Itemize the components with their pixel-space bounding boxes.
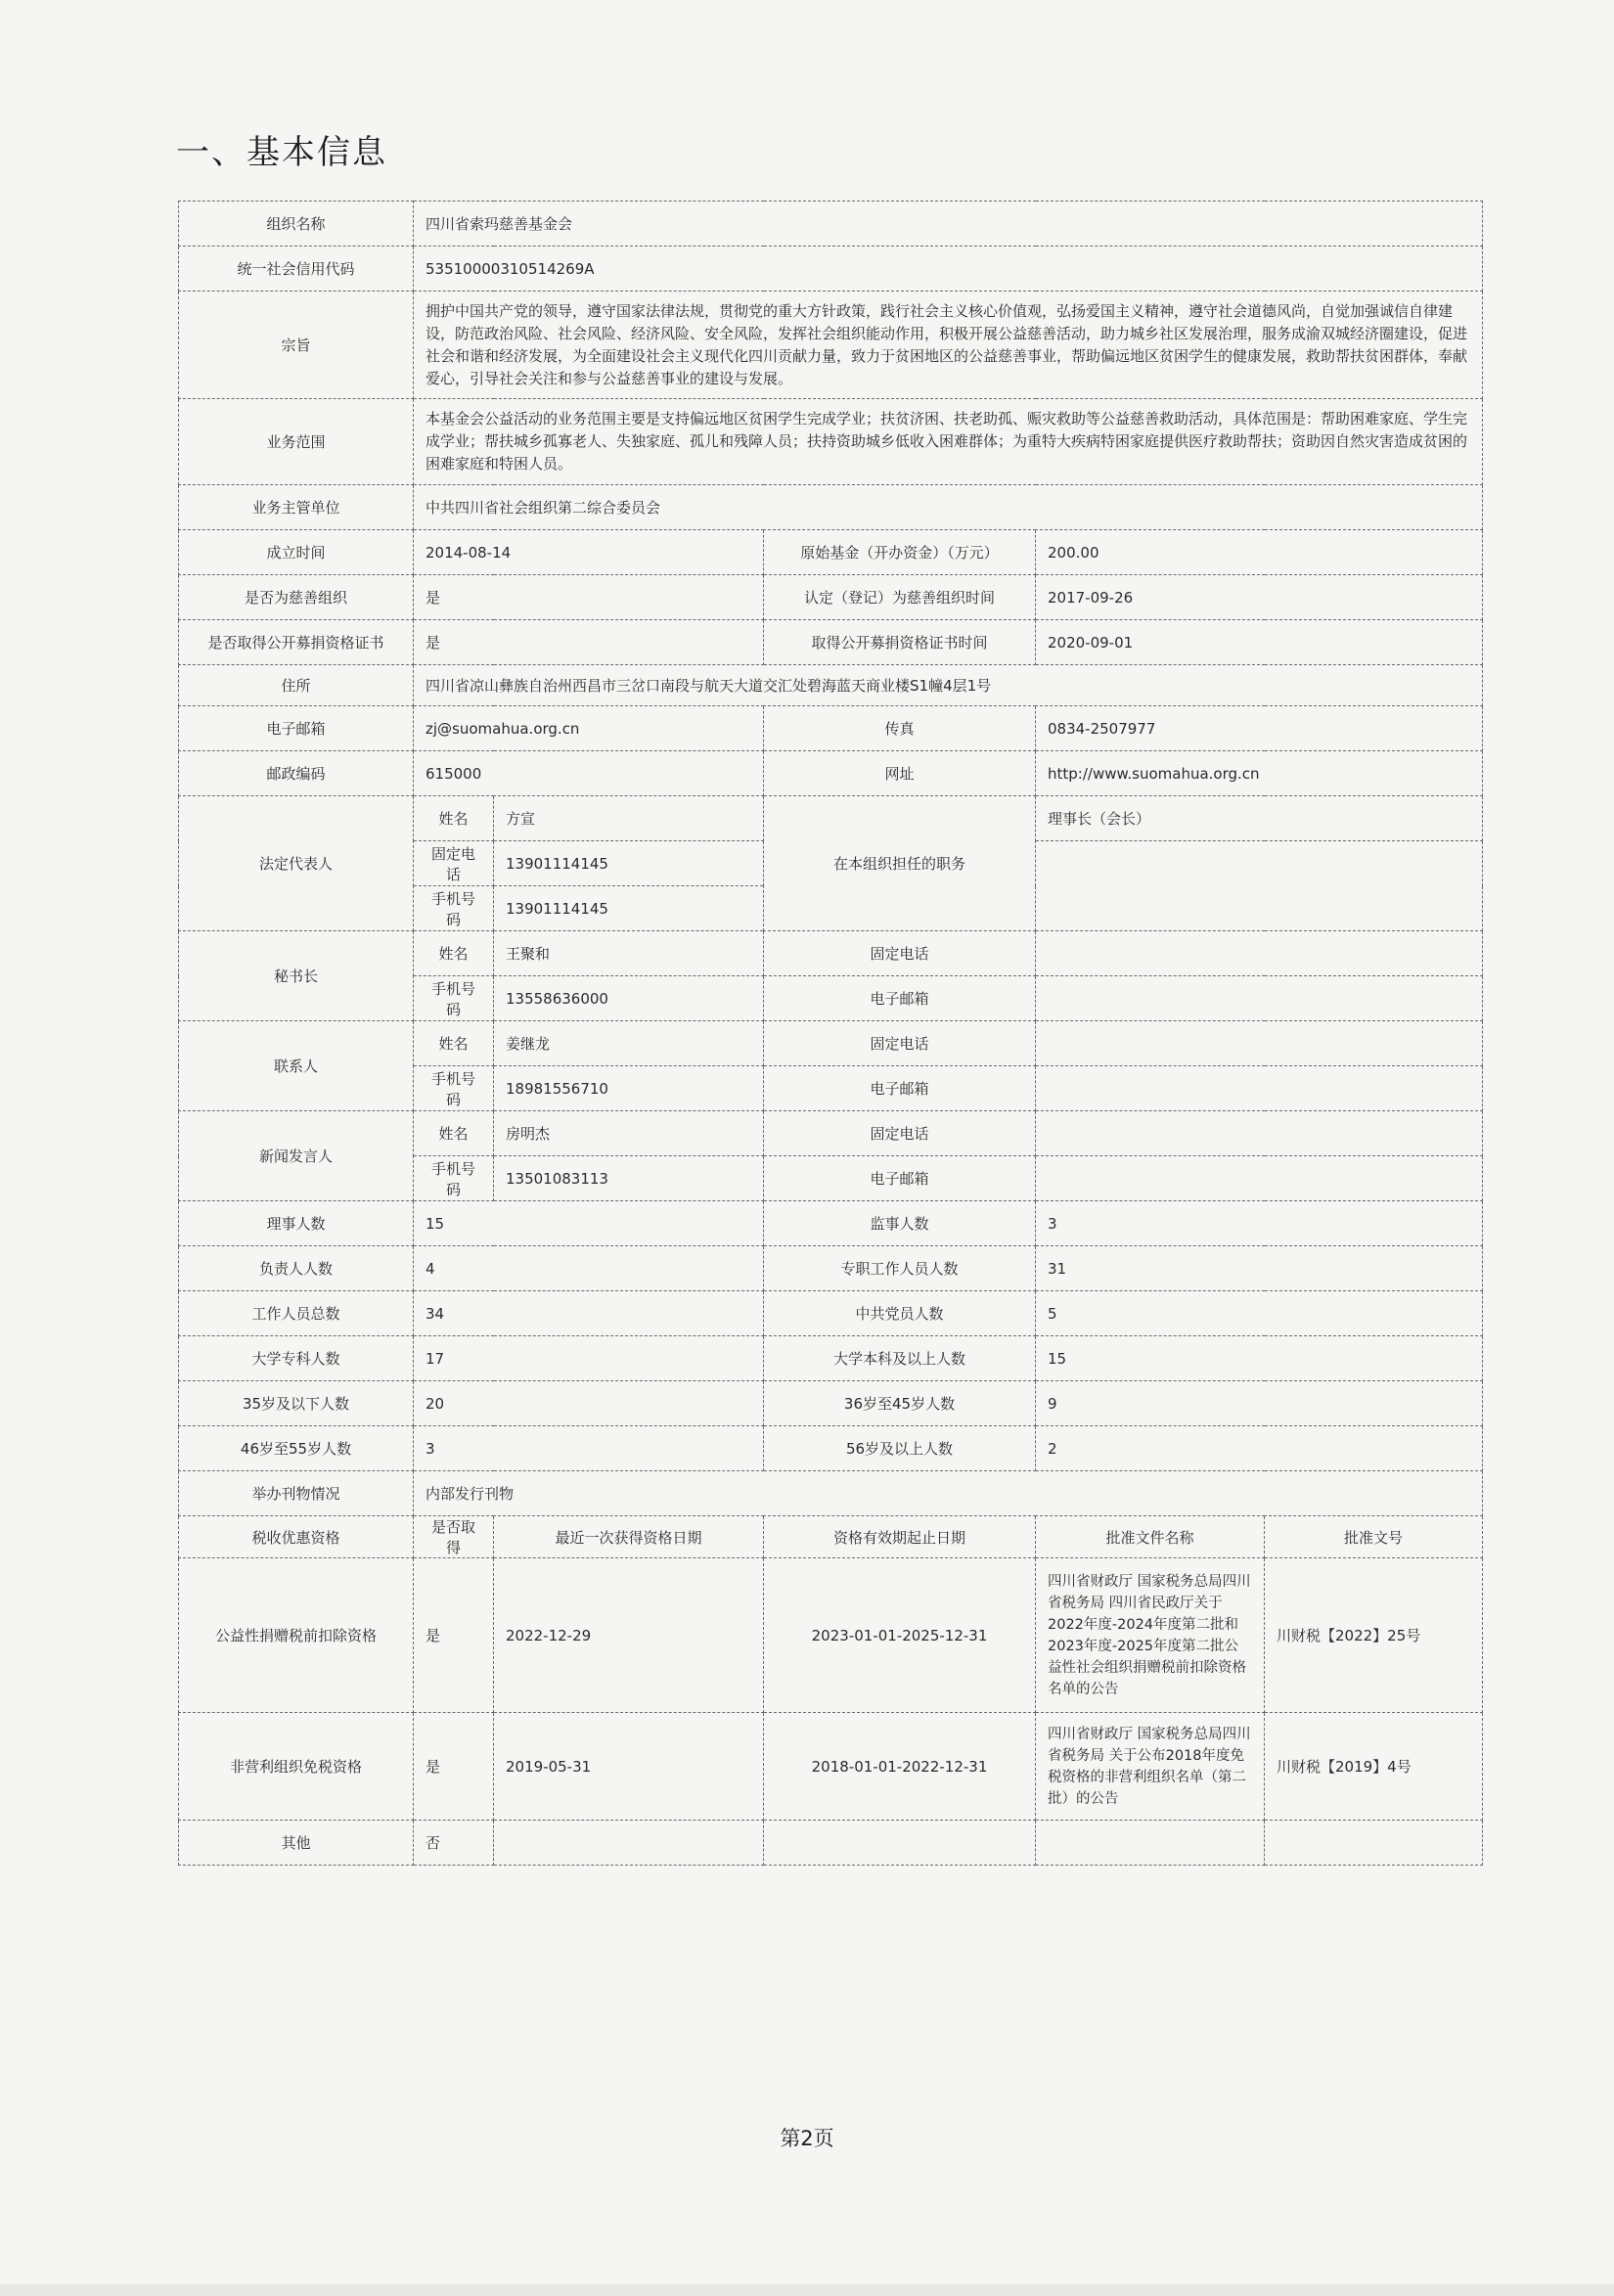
stat-label: 负责人人数 bbox=[179, 1246, 414, 1291]
spokesperson-label: 新闻发言人 bbox=[179, 1111, 414, 1201]
website-value: http://www.suomahua.org.cn bbox=[1036, 751, 1483, 796]
table-row bbox=[179, 1426, 1483, 1471]
stat-value: 2 bbox=[1036, 1426, 1483, 1471]
fundraising-date-label: 取得公开募捐资格证书时间 bbox=[764, 620, 1036, 665]
contact-name: 姜继龙 bbox=[494, 1021, 764, 1066]
tax-item-period: 2023-01-01-2025-12-31 bbox=[764, 1558, 1036, 1713]
tax-row bbox=[179, 1713, 1483, 1821]
org-name-label: 组织名称 bbox=[179, 202, 414, 247]
tax-item-doc: 四川省财政厅 国家税务总局四川省税务局 四川省民政厅关于 2022年度-2024年度第二批和2023年度-2025年度第二批公益性社会组织捐赠税前扣除资格名单的公告 bbox=[1036, 1558, 1265, 1713]
stat-label: 46岁至55岁人数 bbox=[179, 1426, 414, 1471]
tax-item-period: 2018-01-01-2022-12-31 bbox=[764, 1713, 1036, 1821]
table-row bbox=[179, 247, 1483, 292]
table-row bbox=[179, 796, 1483, 841]
charity-value: 是 bbox=[414, 575, 764, 620]
spokesperson-name-label: 姓名 bbox=[414, 1111, 494, 1156]
spokesperson-landline bbox=[1036, 1111, 1483, 1156]
spokesperson-mobile: 13501083113 bbox=[494, 1156, 764, 1201]
supervisor-label: 业务主管单位 bbox=[179, 485, 414, 530]
address-value: 四川省凉山彝族自治州西昌市三岔口南段与航天大道交汇处碧海蓝天商业楼S1幢4层1号 bbox=[414, 665, 1483, 706]
secretary-name-label: 姓名 bbox=[414, 931, 494, 976]
contact-landline-label: 固定电话 bbox=[764, 1021, 1036, 1066]
stat-value: 5 bbox=[1036, 1291, 1483, 1336]
tax-item-date: 2022-12-29 bbox=[494, 1558, 764, 1713]
stat-value: 15 bbox=[414, 1201, 764, 1246]
credit-code-label: 统一社会信用代码 bbox=[179, 247, 414, 292]
stat-value: 3 bbox=[1036, 1201, 1483, 1246]
page-number: 第2页 bbox=[780, 2127, 834, 2150]
table-row bbox=[179, 530, 1483, 575]
postcode-label: 邮政编码 bbox=[179, 751, 414, 796]
tax-header-cell: 税收优惠资格 bbox=[179, 1516, 414, 1558]
website-label: 网址 bbox=[764, 751, 1036, 796]
secretary-landline-label: 固定电话 bbox=[764, 931, 1036, 976]
secretary-landline bbox=[1036, 931, 1483, 976]
legal-rep-name-label: 姓名 bbox=[414, 796, 494, 841]
table-row bbox=[179, 1471, 1483, 1516]
legal-rep-landline: 13901114145 bbox=[494, 841, 764, 886]
table-row bbox=[179, 665, 1483, 706]
table-row bbox=[179, 1381, 1483, 1426]
tax-item-doc-no: 川财税【2022】25号 bbox=[1265, 1558, 1483, 1713]
publications-label: 举办刊物情况 bbox=[179, 1471, 414, 1516]
table-row bbox=[179, 292, 1483, 399]
contact-landline bbox=[1036, 1021, 1483, 1066]
fundraising-label: 是否取得公开募捐资格证书 bbox=[179, 620, 414, 665]
stat-value: 15 bbox=[1036, 1336, 1483, 1381]
table-row bbox=[179, 1111, 1483, 1156]
org-name-value: 四川省索玛慈善基金会 bbox=[414, 202, 1483, 247]
postcode-value: 615000 bbox=[414, 751, 764, 796]
table-row bbox=[179, 620, 1483, 665]
tax-item-doc bbox=[1036, 1821, 1265, 1866]
scope-value: 本基金会公益活动的业务范围主要是支持偏远地区贫困学生完成学业；扶贫济困、扶老助孤、赈灾救助等公益慈善救助活动，具体范围是：帮助困难家庭、学生完成学业；帮扶城乡孤寡老人、失独家庭、孤儿和残障人员；扶持资助城乡低收入困难群体；为重特大疾病特困家庭提供医疗救助帮扶；资助因自然灾害造成贫困的困难家庭和特困人员。 bbox=[414, 399, 1483, 485]
secretary-email-label: 电子邮箱 bbox=[764, 976, 1036, 1021]
stat-value: 4 bbox=[414, 1246, 764, 1291]
stat-label: 56岁及以上人数 bbox=[764, 1426, 1036, 1471]
publications-value: 内部发行刊物 bbox=[414, 1471, 1483, 1516]
legal-rep-name: 方宣 bbox=[494, 796, 764, 841]
table-row bbox=[179, 1246, 1483, 1291]
stat-label: 大学本科及以上人数 bbox=[764, 1336, 1036, 1381]
stat-value: 3 bbox=[414, 1426, 764, 1471]
stat-label: 36岁至45岁人数 bbox=[764, 1381, 1036, 1426]
stat-label: 中共党员人数 bbox=[764, 1291, 1036, 1336]
table-row bbox=[179, 706, 1483, 751]
tax-item-date: 2019-05-31 bbox=[494, 1713, 764, 1821]
legal-rep-position-blank bbox=[1036, 841, 1483, 931]
tax-item-date bbox=[494, 1821, 764, 1866]
table-row bbox=[179, 1021, 1483, 1066]
address-label: 住所 bbox=[179, 665, 414, 706]
credit-code-value: 53510000310514269A bbox=[414, 247, 1483, 292]
tax-row bbox=[179, 1821, 1483, 1866]
table-row bbox=[179, 1201, 1483, 1246]
tax-item-name: 公益性捐赠税前扣除资格 bbox=[179, 1558, 414, 1713]
legal-rep-landline-label: 固定电话 bbox=[414, 841, 494, 886]
tax-item-obtained: 是 bbox=[414, 1713, 494, 1821]
purpose-label: 宗旨 bbox=[179, 292, 414, 399]
secretary-mobile-label: 手机号码 bbox=[414, 976, 494, 1021]
tax-item-obtained: 否 bbox=[414, 1821, 494, 1866]
legal-rep-mobile: 13901114145 bbox=[494, 886, 764, 931]
tax-header-cell: 最近一次获得资格日期 bbox=[494, 1516, 764, 1558]
secretary-name: 王聚和 bbox=[494, 931, 764, 976]
fax-label: 传真 bbox=[764, 706, 1036, 751]
founded-value: 2014-08-14 bbox=[414, 530, 764, 575]
stat-value: 31 bbox=[1036, 1246, 1483, 1291]
stat-label: 专职工作人员人数 bbox=[764, 1246, 1036, 1291]
legal-rep-position-label: 在本组织担任的职务 bbox=[764, 796, 1036, 931]
supervisor-value: 中共四川省社会组织第二综合委员会 bbox=[414, 485, 1483, 530]
stat-value: 34 bbox=[414, 1291, 764, 1336]
tax-item-period bbox=[764, 1821, 1036, 1866]
stat-value: 20 bbox=[414, 1381, 764, 1426]
founded-label: 成立时间 bbox=[179, 530, 414, 575]
tax-item-doc-no: 川财税【2019】4号 bbox=[1265, 1713, 1483, 1821]
stat-label: 35岁及以下人数 bbox=[179, 1381, 414, 1426]
stat-label: 工作人员总数 bbox=[179, 1291, 414, 1336]
table-row bbox=[179, 751, 1483, 796]
contact-name-label: 姓名 bbox=[414, 1021, 494, 1066]
fundraising-value: 是 bbox=[414, 620, 764, 665]
charity-date-label: 认定（登记）为慈善组织时间 bbox=[764, 575, 1036, 620]
tax-header-cell: 批准文件名称 bbox=[1036, 1516, 1265, 1558]
stat-value: 9 bbox=[1036, 1381, 1483, 1426]
spokesperson-landline-label: 固定电话 bbox=[764, 1111, 1036, 1156]
fax-value: 0834-2507977 bbox=[1036, 706, 1483, 751]
tax-item-name: 非营利组织免税资格 bbox=[179, 1713, 414, 1821]
tax-header-cell: 资格有效期起止日期 bbox=[764, 1516, 1036, 1558]
stat-label: 理事人数 bbox=[179, 1201, 414, 1246]
table-row bbox=[179, 575, 1483, 620]
fundraising-date-value: 2020-09-01 bbox=[1036, 620, 1483, 665]
secretary-label: 秘书长 bbox=[179, 931, 414, 1021]
tax-item-doc-no bbox=[1265, 1821, 1483, 1866]
stat-label: 监事人数 bbox=[764, 1201, 1036, 1246]
email-value: zj@suomahua.org.cn bbox=[414, 706, 764, 751]
spokesperson-mobile-label: 手机号码 bbox=[414, 1156, 494, 1201]
tax-item-obtained: 是 bbox=[414, 1558, 494, 1713]
legal-rep-label: 法定代表人 bbox=[179, 796, 414, 931]
charity-label: 是否为慈善组织 bbox=[179, 575, 414, 620]
table-row bbox=[179, 202, 1483, 247]
stat-value: 17 bbox=[414, 1336, 764, 1381]
legal-rep-mobile-label: 手机号码 bbox=[414, 886, 494, 931]
tax-header-cell: 是否取得 bbox=[414, 1516, 494, 1558]
table-row bbox=[179, 1291, 1483, 1336]
email-label: 电子邮箱 bbox=[179, 706, 414, 751]
table-row bbox=[179, 399, 1483, 485]
contact-mobile-label: 手机号码 bbox=[414, 1066, 494, 1111]
contact-email bbox=[1036, 1066, 1483, 1111]
tax-row bbox=[179, 1558, 1483, 1713]
table-row bbox=[179, 931, 1483, 976]
basic-info-table bbox=[178, 201, 1483, 1866]
spokesperson-email-label: 电子邮箱 bbox=[764, 1156, 1036, 1201]
charity-date-value: 2017-09-26 bbox=[1036, 575, 1483, 620]
section-heading: 一、基本信息 bbox=[176, 133, 387, 172]
contact-label: 联系人 bbox=[179, 1021, 414, 1111]
table-row bbox=[179, 485, 1483, 530]
spokesperson-name: 房明杰 bbox=[494, 1111, 764, 1156]
contact-email-label: 电子邮箱 bbox=[764, 1066, 1036, 1111]
purpose-value: 拥护中国共产党的领导，遵守国家法律法规，贯彻党的重大方针政策，践行社会主义核心价值观，弘扬爱国主义精神，遵守社会道德风尚，自觉加强诚信自律建设，防范政治风险、社会风险、经济风险、安全风险，发挥社会组织能动作用，积极开展公益慈善活动，助力城乡社区发展治理，服务成渝双城经济圈建设，促进社会和谐和经济发展，为全面建设社会主义现代化四川贡献力量，致力于贫困地区的公益慈善事业，帮助偏远地区贫困学生的健康发展，救助帮扶贫困群体，奉献爱心，引导社会关注和参与公益慈善事业的建设与发展。 bbox=[414, 292, 1483, 399]
scan-edge bbox=[0, 2284, 1614, 2296]
table-row bbox=[179, 1336, 1483, 1381]
tax-header-row bbox=[179, 1516, 1483, 1558]
contact-mobile: 18981556710 bbox=[494, 1066, 764, 1111]
tax-item-name: 其他 bbox=[179, 1821, 414, 1866]
initial-fund-label: 原始基金（开办资金）（万元） bbox=[764, 530, 1036, 575]
tax-header-cell: 批准文号 bbox=[1265, 1516, 1483, 1558]
initial-fund-value: 200.00 bbox=[1036, 530, 1483, 575]
spokesperson-email bbox=[1036, 1156, 1483, 1201]
secretary-email bbox=[1036, 976, 1483, 1021]
stat-label: 大学专科人数 bbox=[179, 1336, 414, 1381]
tax-item-doc: 四川省财政厅 国家税务总局四川省税务局 关于公布2018年度免税资格的非营利组织名单（第二批）的公告 bbox=[1036, 1713, 1265, 1821]
secretary-mobile: 13558636000 bbox=[494, 976, 764, 1021]
legal-rep-position: 理事长（会长） bbox=[1036, 796, 1483, 841]
scope-label: 业务范围 bbox=[179, 399, 414, 485]
